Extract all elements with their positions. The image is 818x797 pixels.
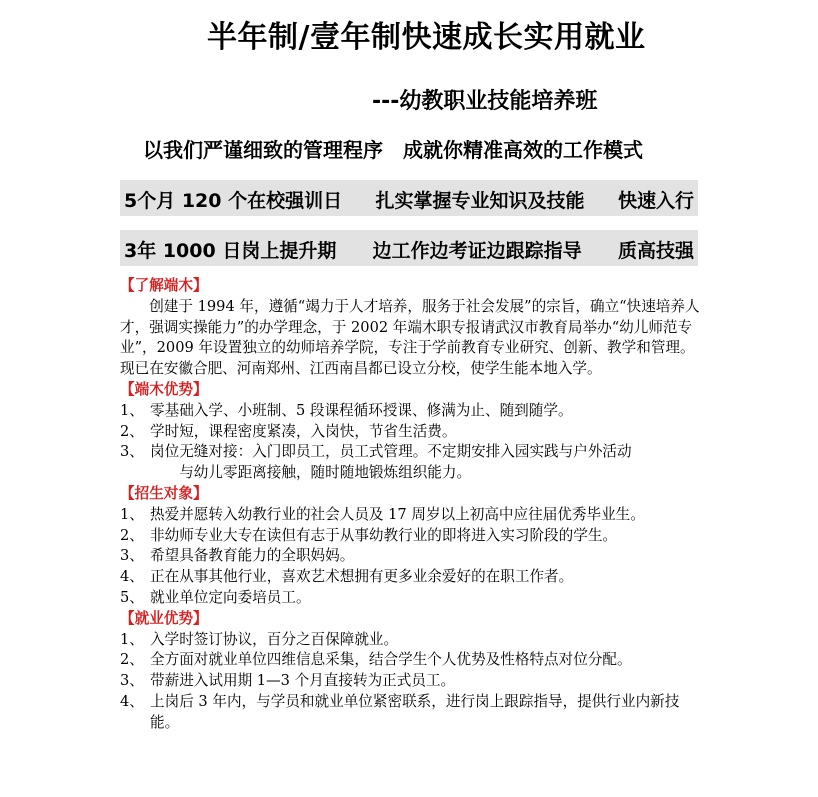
band-2-part-1: 3年 1000 日岗上提升期 [124, 240, 337, 262]
item-number: 2、 [120, 651, 144, 669]
list-item [120, 526, 700, 547]
list-item [120, 422, 700, 443]
list-item-continuation [120, 463, 700, 484]
list-item [120, 567, 700, 588]
band-1-part-3: 快速入行 [617, 190, 694, 212]
highlight-band-1 [120, 180, 698, 216]
section-heading-advantages: 【端木优势】 [120, 380, 208, 398]
item-number: 1、 [120, 630, 144, 648]
item-text: 学时短，课程密度紧凑，入岗快，节省生活费。 [150, 422, 457, 440]
item-number: 5、 [120, 588, 144, 606]
item-number: 2、 [120, 422, 144, 440]
list-item [120, 671, 700, 692]
item-number: 3、 [120, 443, 144, 461]
item-text: 非幼师专业大专在读但有志于从事幼教行业的即将进入实习阶段的学生。 [150, 526, 618, 544]
band-2-part-3: 质高技强 [617, 240, 694, 262]
item-text: 全方面对就业单位四维信息采集，结合学生个人优势及性格特点对位分配。 [150, 651, 632, 669]
section-heading-employment: 【就业优势】 [120, 609, 208, 627]
list-item [120, 650, 700, 671]
item-text: 热爱并愿转入幼教行业的社会人员及 17 周岁以上初高中应往届优秀毕业生。 [150, 505, 645, 523]
item-text: 希望具备教育能力的全职妈妈。 [150, 547, 355, 565]
page-title: 半年制/壹年制快速成长实用就业 [207, 20, 646, 55]
item-number: 2、 [120, 526, 144, 544]
item-number: 3、 [120, 672, 144, 690]
item-text: 与幼儿零距离接触，随时随地锻炼组织能力。 [179, 464, 472, 482]
list-item [120, 546, 700, 567]
band-1-part-1: 5个月 120 个在校强训日 [124, 190, 343, 212]
item-text: 就业单位定向委培员工。 [150, 588, 311, 606]
item-number: 4、 [120, 568, 144, 586]
about-paragraph: 创建于 1994 年，遵循“竭力于人才培养，服务于社会发展”的宗旨，确立“快速培养人才，强调实操能力”的办学理念，于 2002 年端木职专报请武汉市教育局举办“幼儿师范专业”，2009 年设置独立的幼师培养学院，专注于学前教育专业研究、创新、教学和管理。现已在安徽合肥、河南郑州、江西南昌都已设立分校，使学生能本地入学。 [120, 297, 700, 378]
item-text: 入学时签订协议，百分之百保障就业。 [150, 630, 399, 648]
band-1-part-2: 扎实掌握专业知识及技能 [375, 190, 585, 212]
item-text: 上岗后 3 年内，与学员和就业单位紧密联系，进行岗上跟踪指导，提供行业内新技能。 [150, 692, 680, 731]
page-subtitle: ---幼教职业技能培养班 [372, 89, 598, 114]
item-text: 正在从事其他行业，喜欢艺术想拥有更多业余爱好的在职工作者。 [150, 568, 574, 586]
highlight-band-2 [120, 230, 698, 266]
list-item [120, 588, 700, 609]
list-item [120, 505, 700, 526]
item-text: 岗位无缝对接：入门即员工，员工式管理。不定期安排入园实践与户外活动 [150, 443, 632, 461]
list-item [120, 630, 700, 651]
list-item [120, 442, 700, 463]
section-heading-about: 【了解端木】 [120, 277, 208, 294]
list-item [120, 692, 700, 734]
band-2-part-2: 边工作边考证边跟踪指导 [372, 240, 582, 262]
section-heading-targets: 【招生对象】 [120, 484, 208, 502]
item-number: 4、 [120, 692, 144, 710]
body-content [120, 276, 700, 734]
slogan: 以我们严谨细致的管理程序 成就你精准高效的工作模式 [143, 138, 643, 162]
list-item [120, 401, 700, 422]
item-text: 零基础入学、小班制、5 段课程循环授课、修满为止、随到随学。 [150, 401, 573, 419]
item-number: 1、 [120, 505, 144, 523]
item-number: 1、 [120, 401, 144, 419]
item-number: 3、 [120, 547, 144, 565]
item-text: 带薪进入试用期 1—3 个月直接转为正式员工。 [150, 672, 456, 690]
